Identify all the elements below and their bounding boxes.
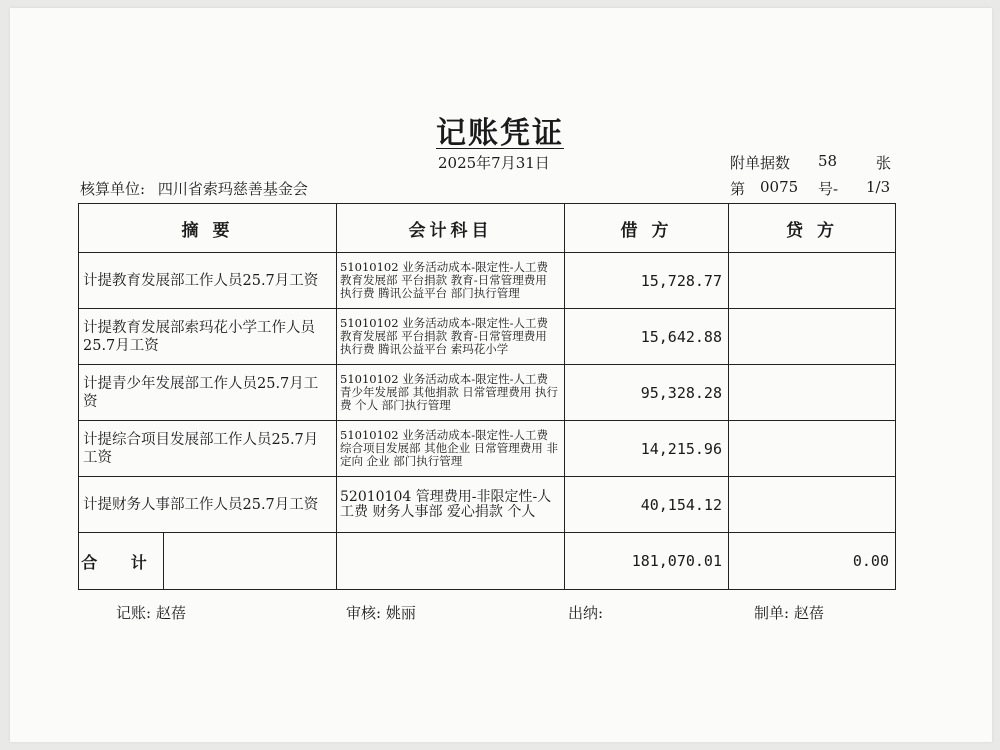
table-row [79, 477, 896, 533]
row-summary: 计提教育发展部工作人员25.7月工资 [79, 253, 337, 309]
header-account: 会计科目 [337, 204, 565, 253]
row-debit: 14,215.96 [565, 421, 729, 477]
total-credit: 0.00 [729, 533, 896, 590]
attachments-label: 附单据数 [730, 154, 791, 172]
row-debit: 15,728.77 [565, 253, 729, 309]
row-debit: 40,154.12 [565, 477, 729, 533]
voucher-page: 1/3 [866, 178, 891, 196]
voucher-date: 2025年7月31日 [438, 154, 550, 172]
row-summary: 计提教育发展部索玛花小学工作人员25.7月工资 [79, 309, 337, 365]
voucher-number: 0075 [760, 178, 799, 196]
row-credit [729, 309, 896, 365]
unit-label: 核算单位: [80, 180, 146, 198]
table-row [79, 421, 896, 477]
row-debit: 15,642.88 [565, 309, 729, 365]
total-label: 合 计 [79, 533, 164, 589]
table-row [79, 253, 896, 309]
row-summary: 计提财务人事部工作人员25.7月工资 [79, 477, 337, 533]
header-credit: 贷 方 [729, 204, 896, 253]
voucher-number-suffix: 号- [818, 180, 839, 198]
total-account-cell [337, 533, 565, 590]
row-summary: 计提综合项目发展部工作人员25.7月工资 [79, 421, 337, 477]
footer-cashier: 出纳: [568, 604, 604, 622]
header-summary: 摘 要 [79, 204, 337, 253]
voucher-number-prefix: 第 [730, 180, 746, 198]
row-credit [729, 421, 896, 477]
attachments-count: 58 [818, 152, 838, 170]
table-row [79, 365, 896, 421]
footer-reviewer: 审核: 姚丽 [346, 604, 416, 622]
row-account: 52010104 管理费用-非限定性-人工费 财务人事部 爱心捐款 个人 [337, 477, 565, 533]
row-debit: 95,328.28 [565, 365, 729, 421]
attachments-unit: 张 [876, 154, 892, 172]
row-credit [729, 365, 896, 421]
row-account: 51010102 业务活动成本-限定性-人工费 青少年发展部 其他捐款 日常管理费用 执行费 个人 部门执行管理 [337, 365, 565, 421]
row-credit [729, 253, 896, 309]
row-credit [729, 477, 896, 533]
total-blank [164, 533, 336, 589]
accounting-unit [80, 178, 308, 199]
row-summary: 计提青少年发展部工作人员25.7月工资 [79, 365, 337, 421]
unit-name: 四川省索玛慈善基金会 [157, 180, 308, 198]
total-debit: 181,070.01 [565, 533, 729, 590]
row-account: 51010102 业务活动成本-限定性-人工费 教育发展部 平台捐款 教育-日常管理费用 执行费 腾讯公益平台 索玛花小学 [337, 309, 565, 365]
footer-bookkeeper: 记账: 赵蓓 [116, 604, 186, 622]
footer-preparer: 制单: 赵蓓 [754, 604, 824, 622]
total-summary-cell [79, 533, 337, 590]
voucher-table [78, 203, 896, 590]
total-row [79, 533, 896, 590]
header-debit: 借 方 [565, 204, 729, 253]
row-account: 51010102 业务活动成本-限定性-人工费 综合项目发展部 其他企业 日常管理费用 非定向 企业 部门执行管理 [337, 421, 565, 477]
header-row [79, 204, 896, 253]
voucher-title: 记账凭证 [436, 116, 564, 151]
row-account: 51010102 业务活动成本-限定性-人工费 教育发展部 平台捐款 教育-日常管理费用 执行费 腾讯公益平台 部门执行管理 [337, 253, 565, 309]
table-row [79, 309, 896, 365]
